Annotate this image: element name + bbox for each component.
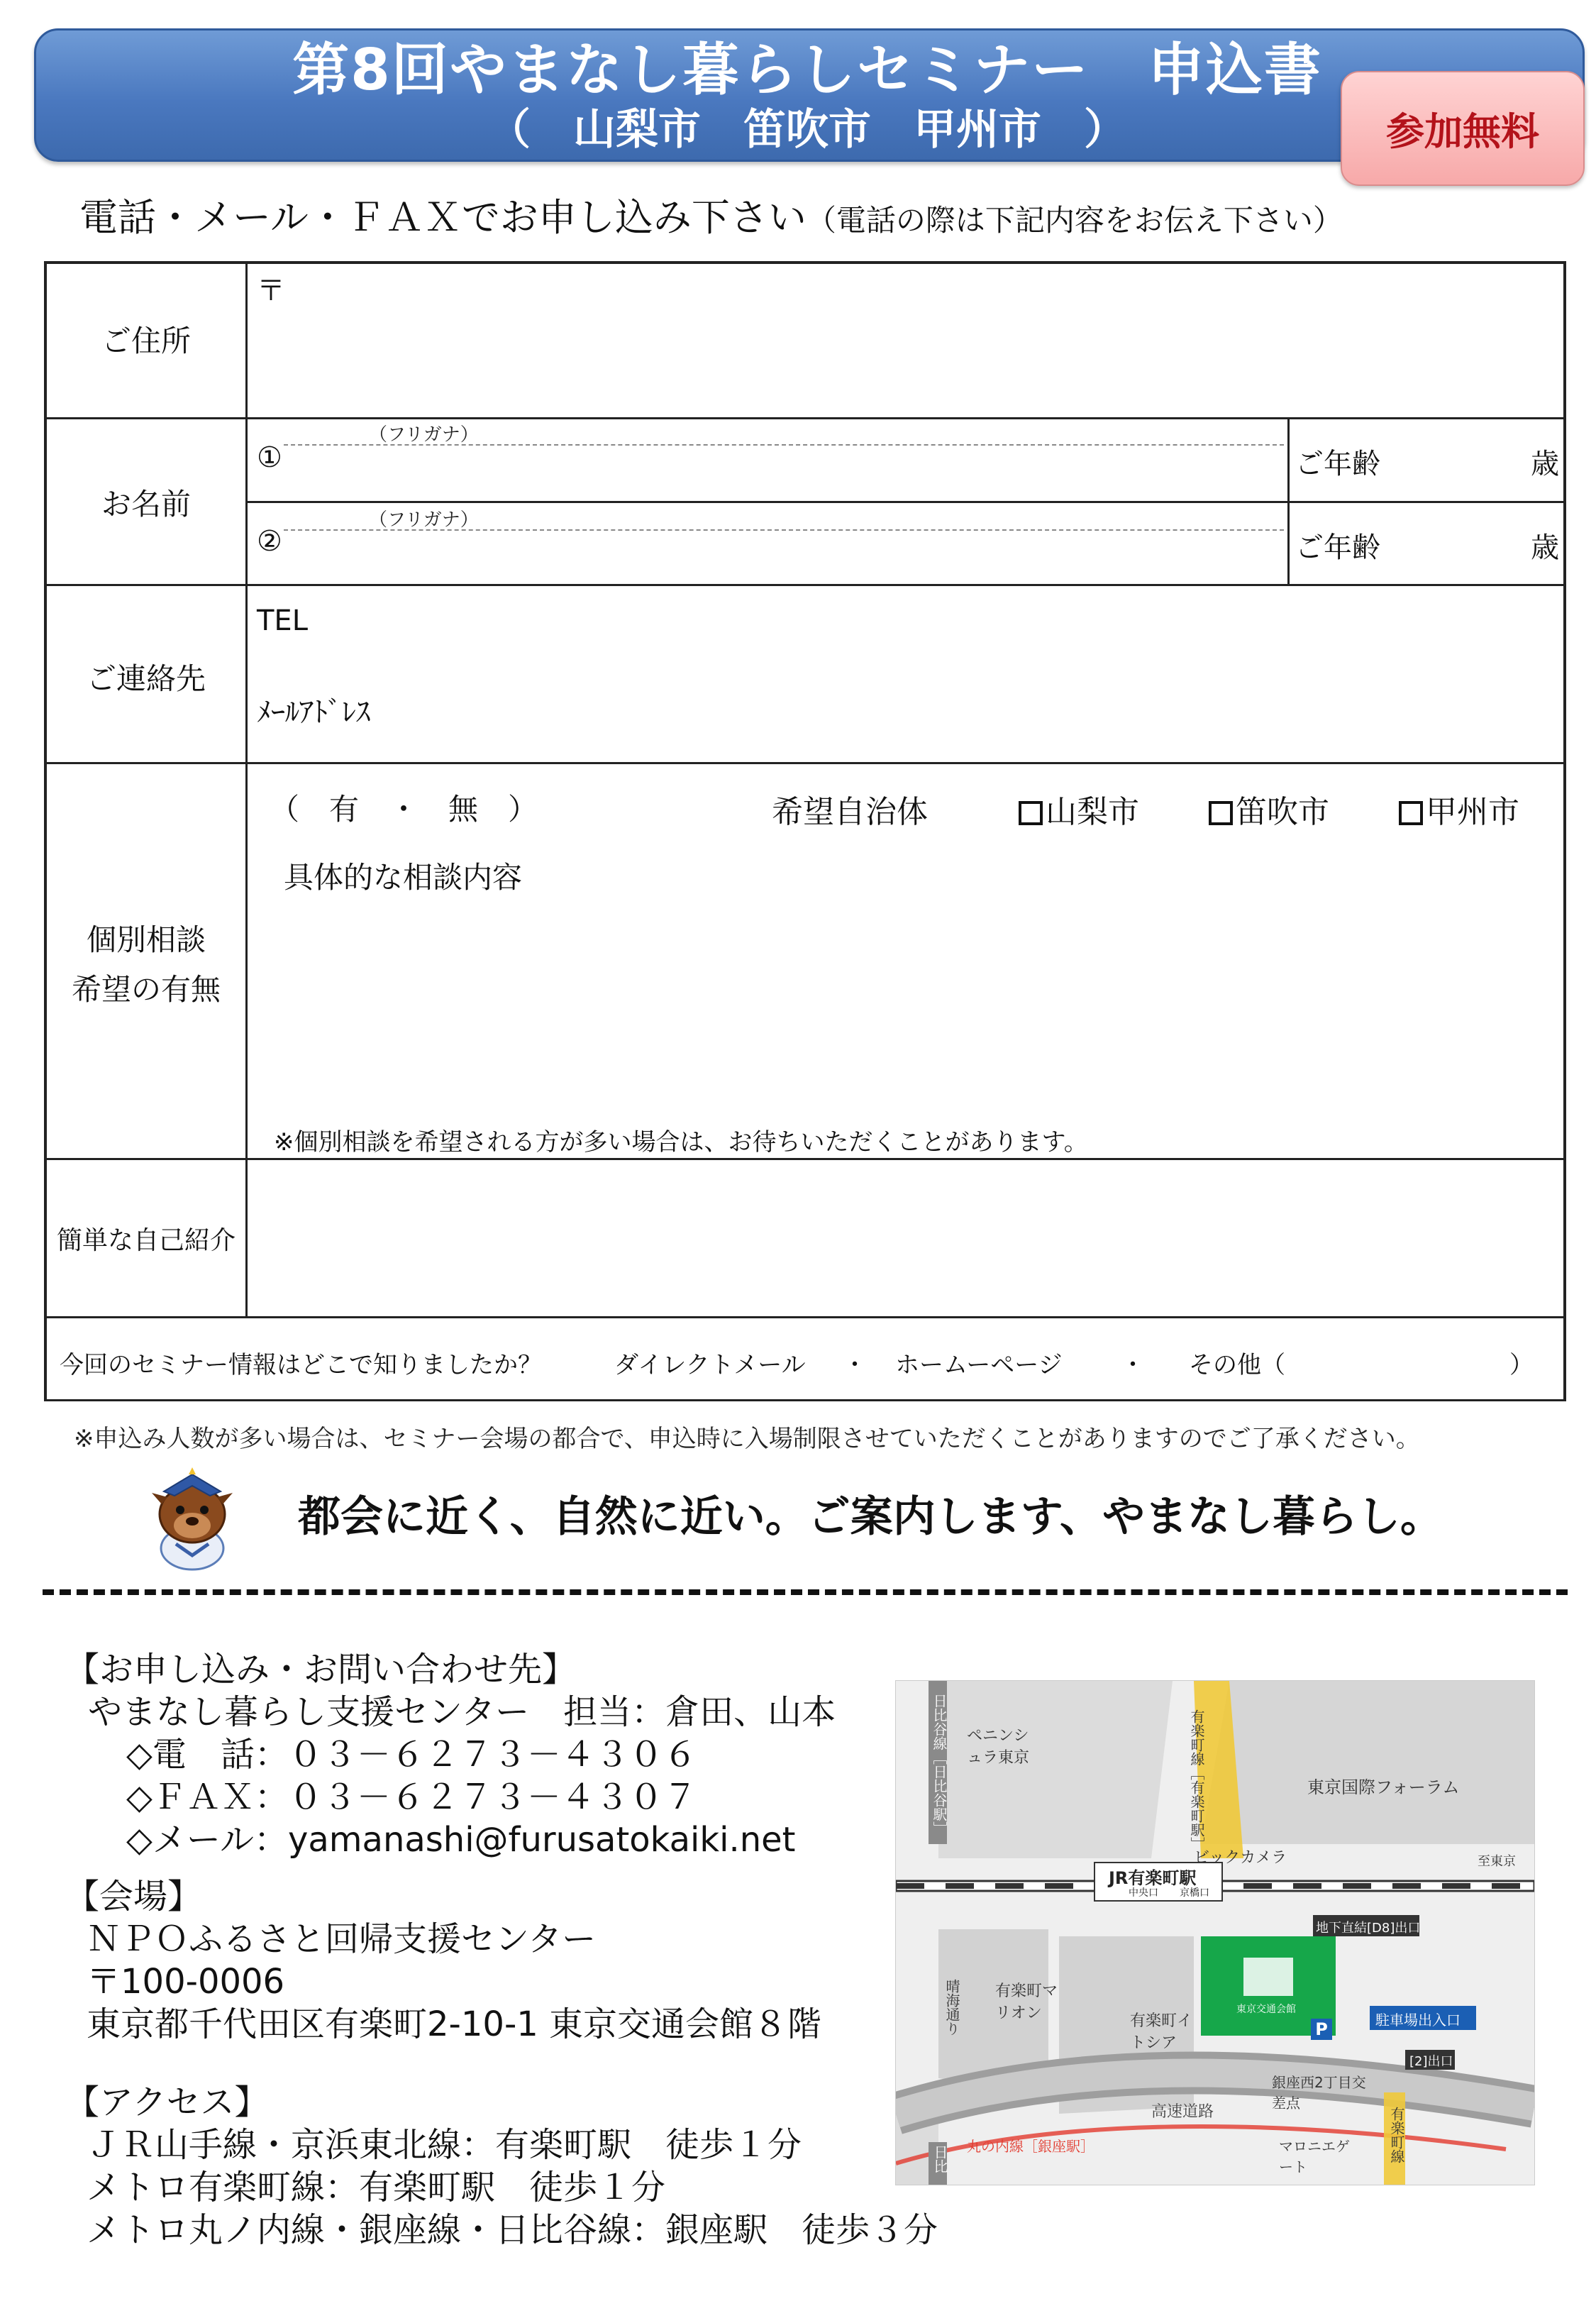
mascot-icon [139, 1464, 245, 1571]
option-fuefuki-label: 笛吹市 [1236, 794, 1329, 830]
option-koshu[interactable] [1399, 786, 1519, 832]
option-yamanashi-label: 山梨市 [1046, 794, 1139, 830]
map-label-harumi: 晴海通り [943, 1979, 960, 2036]
map-label-yurakucho-line: 有楽町線［有楽町駅］ [1188, 1709, 1205, 1851]
map-label-kotsu: 東京交通会館 [1236, 2004, 1296, 2015]
row-separator [44, 1158, 1566, 1160]
contact-label: ご連絡先 [86, 661, 206, 696]
age-column-separator [1287, 417, 1290, 585]
name-label: お名前 [101, 487, 191, 522]
name-field-2[interactable] [284, 532, 1284, 582]
access-line-3: メトロ丸ノ内線・銀座線・日比谷線：銀座駅 徒歩３分 [87, 2210, 938, 2250]
contact-org: やまなし暮らし支援センター 担当：倉田、山本 [88, 1692, 836, 1732]
age-unit-2: 歳 [1531, 531, 1559, 564]
row-separator [245, 501, 1566, 503]
checkbox-icon[interactable] [1019, 801, 1043, 825]
capacity-note: ※申込み人数が多い場合は、セミナー会場の都合で、申込時に入場制限させていただくことがありますのでご了承ください。 [74, 1425, 1420, 1453]
svg-text:P: P [1315, 2019, 1328, 2039]
access-line-1: ＪＲ山手線・京浜東北線：有楽町駅 徒歩１分 [87, 2125, 802, 2165]
access-line-2: メトロ有楽町線：有楽町駅 徒歩１分 [87, 2168, 666, 2207]
map-label-to-tokyo: 至東京 [1478, 1854, 1516, 1869]
consult-label-2: 希望の有無 [71, 972, 221, 1007]
page-subtitle: （ 山梨市 笛吹市 甲州市 ） [488, 105, 1126, 155]
map-label-hibiya: 日比谷線［日比谷駅］ [931, 1694, 948, 1836]
map-block [938, 1681, 1173, 1858]
option-koshu-label: 甲州市 [1426, 794, 1519, 830]
source-dot-1: ・ [843, 1351, 867, 1379]
source-other-field[interactable] [1291, 1338, 1504, 1381]
access-heading: 【アクセス】 [65, 2082, 269, 2122]
source-other[interactable]: その他（ [1189, 1351, 1285, 1379]
source-border-bottom [44, 1399, 1566, 1401]
furigana-label-1: （フリガナ） [369, 424, 479, 446]
map-label-hibiya-short: 日比 [931, 2145, 948, 2173]
option-yamanashi[interactable] [1019, 786, 1139, 832]
source-hp[interactable]: ホームーページ [895, 1351, 1063, 1379]
map-label-forum: 東京国際フォーラム [1307, 1777, 1460, 1797]
row-separator [44, 417, 1566, 419]
map-label-peninsula: ペニンシュラ東京 [967, 1727, 1030, 1767]
email-label: ﾒｰﾙｱﾄﾞﾚｽ [257, 696, 370, 729]
slogan: 都会に近く、自然に近い。ご案内します、やまなし暮らし。 [298, 1492, 1443, 1542]
map-label-kyobashi-exit: 京橋口 [1180, 1887, 1209, 1899]
venue-name: ＮＰＯふるさと回帰支援センター [87, 1919, 597, 1959]
map-label-yurakucho-line-2: 有楽町線 [1388, 2107, 1405, 2163]
municipality-label: 希望自治体 [772, 794, 928, 830]
map-label-marunouchi: 丸の内線［銀座駅］ [967, 2138, 1095, 2155]
furigana-line-1 [284, 444, 1284, 446]
age-field-1[interactable] [1404, 433, 1525, 490]
instruction-note: （電話の際は下記内容をお伝え下さい） [806, 203, 1343, 238]
instruction [79, 187, 1343, 242]
intro-label: 簡単な自己紹介 [56, 1226, 235, 1255]
name-field-1[interactable] [284, 447, 1284, 498]
details-label: 具体的な相談内容 [284, 860, 523, 895]
consult-label-1: 個別相談 [86, 922, 206, 957]
map-block [1201, 1681, 1534, 1844]
venue-postal: 〒100-0006 [87, 1962, 285, 2002]
person-2-marker: ② [257, 525, 282, 558]
map-label-parking: 駐車場出入口 [1375, 2012, 1461, 2029]
contact-heading: 【お申し込み・お問い合わせ先】 [65, 1650, 577, 1689]
checkbox-icon[interactable] [1399, 801, 1423, 825]
row-separator [44, 1316, 1566, 1318]
address-label: ご住所 [101, 324, 191, 358]
consult-yes-no[interactable]: （ 有 ・ 無 ） [270, 792, 538, 827]
contact-fax: ◇ＦＡＸ：０３－６２７３－４３０７ [126, 1777, 697, 1817]
page-title: 第8回やまなし暮らしセミナー 申込書 [292, 37, 1322, 103]
email-field[interactable] [397, 683, 1553, 732]
address-field[interactable] [248, 264, 1562, 416]
source-dm[interactable]: ダイレクトメール [614, 1351, 806, 1379]
age-field-2[interactable] [1404, 517, 1525, 573]
tel-field[interactable] [340, 597, 1553, 647]
venue-address: 東京都千代田区有楽町2-10-1 東京交通会館８階 [87, 2004, 822, 2044]
tel-label: TEL [257, 605, 308, 637]
map-label-bic: ビックカメラ [1194, 1849, 1287, 1867]
map-label-itocia: 有楽町イトシア [1130, 2012, 1193, 2052]
map-label-ginza-crossing: 銀座西2丁目交差点 [1272, 2074, 1366, 2112]
checkbox-icon[interactable] [1209, 801, 1233, 825]
venue-map [895, 1680, 1535, 2185]
age-label-2: ご年齢 [1295, 531, 1380, 564]
cut-line [43, 1589, 1568, 1595]
row-separator [44, 762, 1566, 764]
map-label-marion: 有楽町マリオン [995, 1982, 1058, 2022]
age-unit-1: 歳 [1531, 448, 1559, 480]
map-label-underground: 地下直結[D8]出口 [1316, 1921, 1421, 1936]
row-separator [44, 584, 1566, 586]
source-close: ） [1509, 1351, 1534, 1379]
furigana-line-2 [284, 529, 1284, 531]
details-field[interactable] [270, 895, 1546, 1108]
free-badge: 参加無料 [1341, 71, 1585, 186]
source-border-right [1563, 1316, 1566, 1401]
map-label-central-exit: 中央口 [1129, 1887, 1158, 1899]
source-question: 今回のセミナー情報はどこで知りましたか？ [60, 1351, 542, 1379]
instruction-main: 電話・メール・ＦＡＸでお申し込み下さい [79, 195, 807, 240]
postal-mark: 〒 [257, 275, 285, 307]
map-label-station: JR有楽町駅 [1109, 1868, 1197, 1888]
option-fuefuki[interactable] [1209, 786, 1329, 832]
intro-field[interactable] [248, 1161, 1562, 1314]
person-1-marker: ① [257, 441, 282, 474]
venue-heading: 【会場】 [65, 1877, 202, 1916]
contact-tel[interactable]: ◇電 話：０３－６２７３－４３０６ [126, 1735, 697, 1775]
contact-email[interactable]: ◇メール：yamanashi@furusatokaiki.net [126, 1820, 796, 1860]
map-label-maronie: マロニエゲート [1279, 2138, 1350, 2175]
consult-note: ※個別相談を希望される方が多い場合は、お待ちいただくことがあります。 [274, 1128, 1088, 1157]
furigana-label-2: （フリガナ） [369, 509, 479, 531]
source-dot-2: ・ [1121, 1351, 1145, 1379]
map-label-exit2: [2]出口 [1409, 2054, 1453, 2069]
map-label-expressway: 高速道路 [1151, 2103, 1214, 2121]
source-border-left [44, 1316, 47, 1401]
age-label-1: ご年齢 [1295, 448, 1380, 480]
